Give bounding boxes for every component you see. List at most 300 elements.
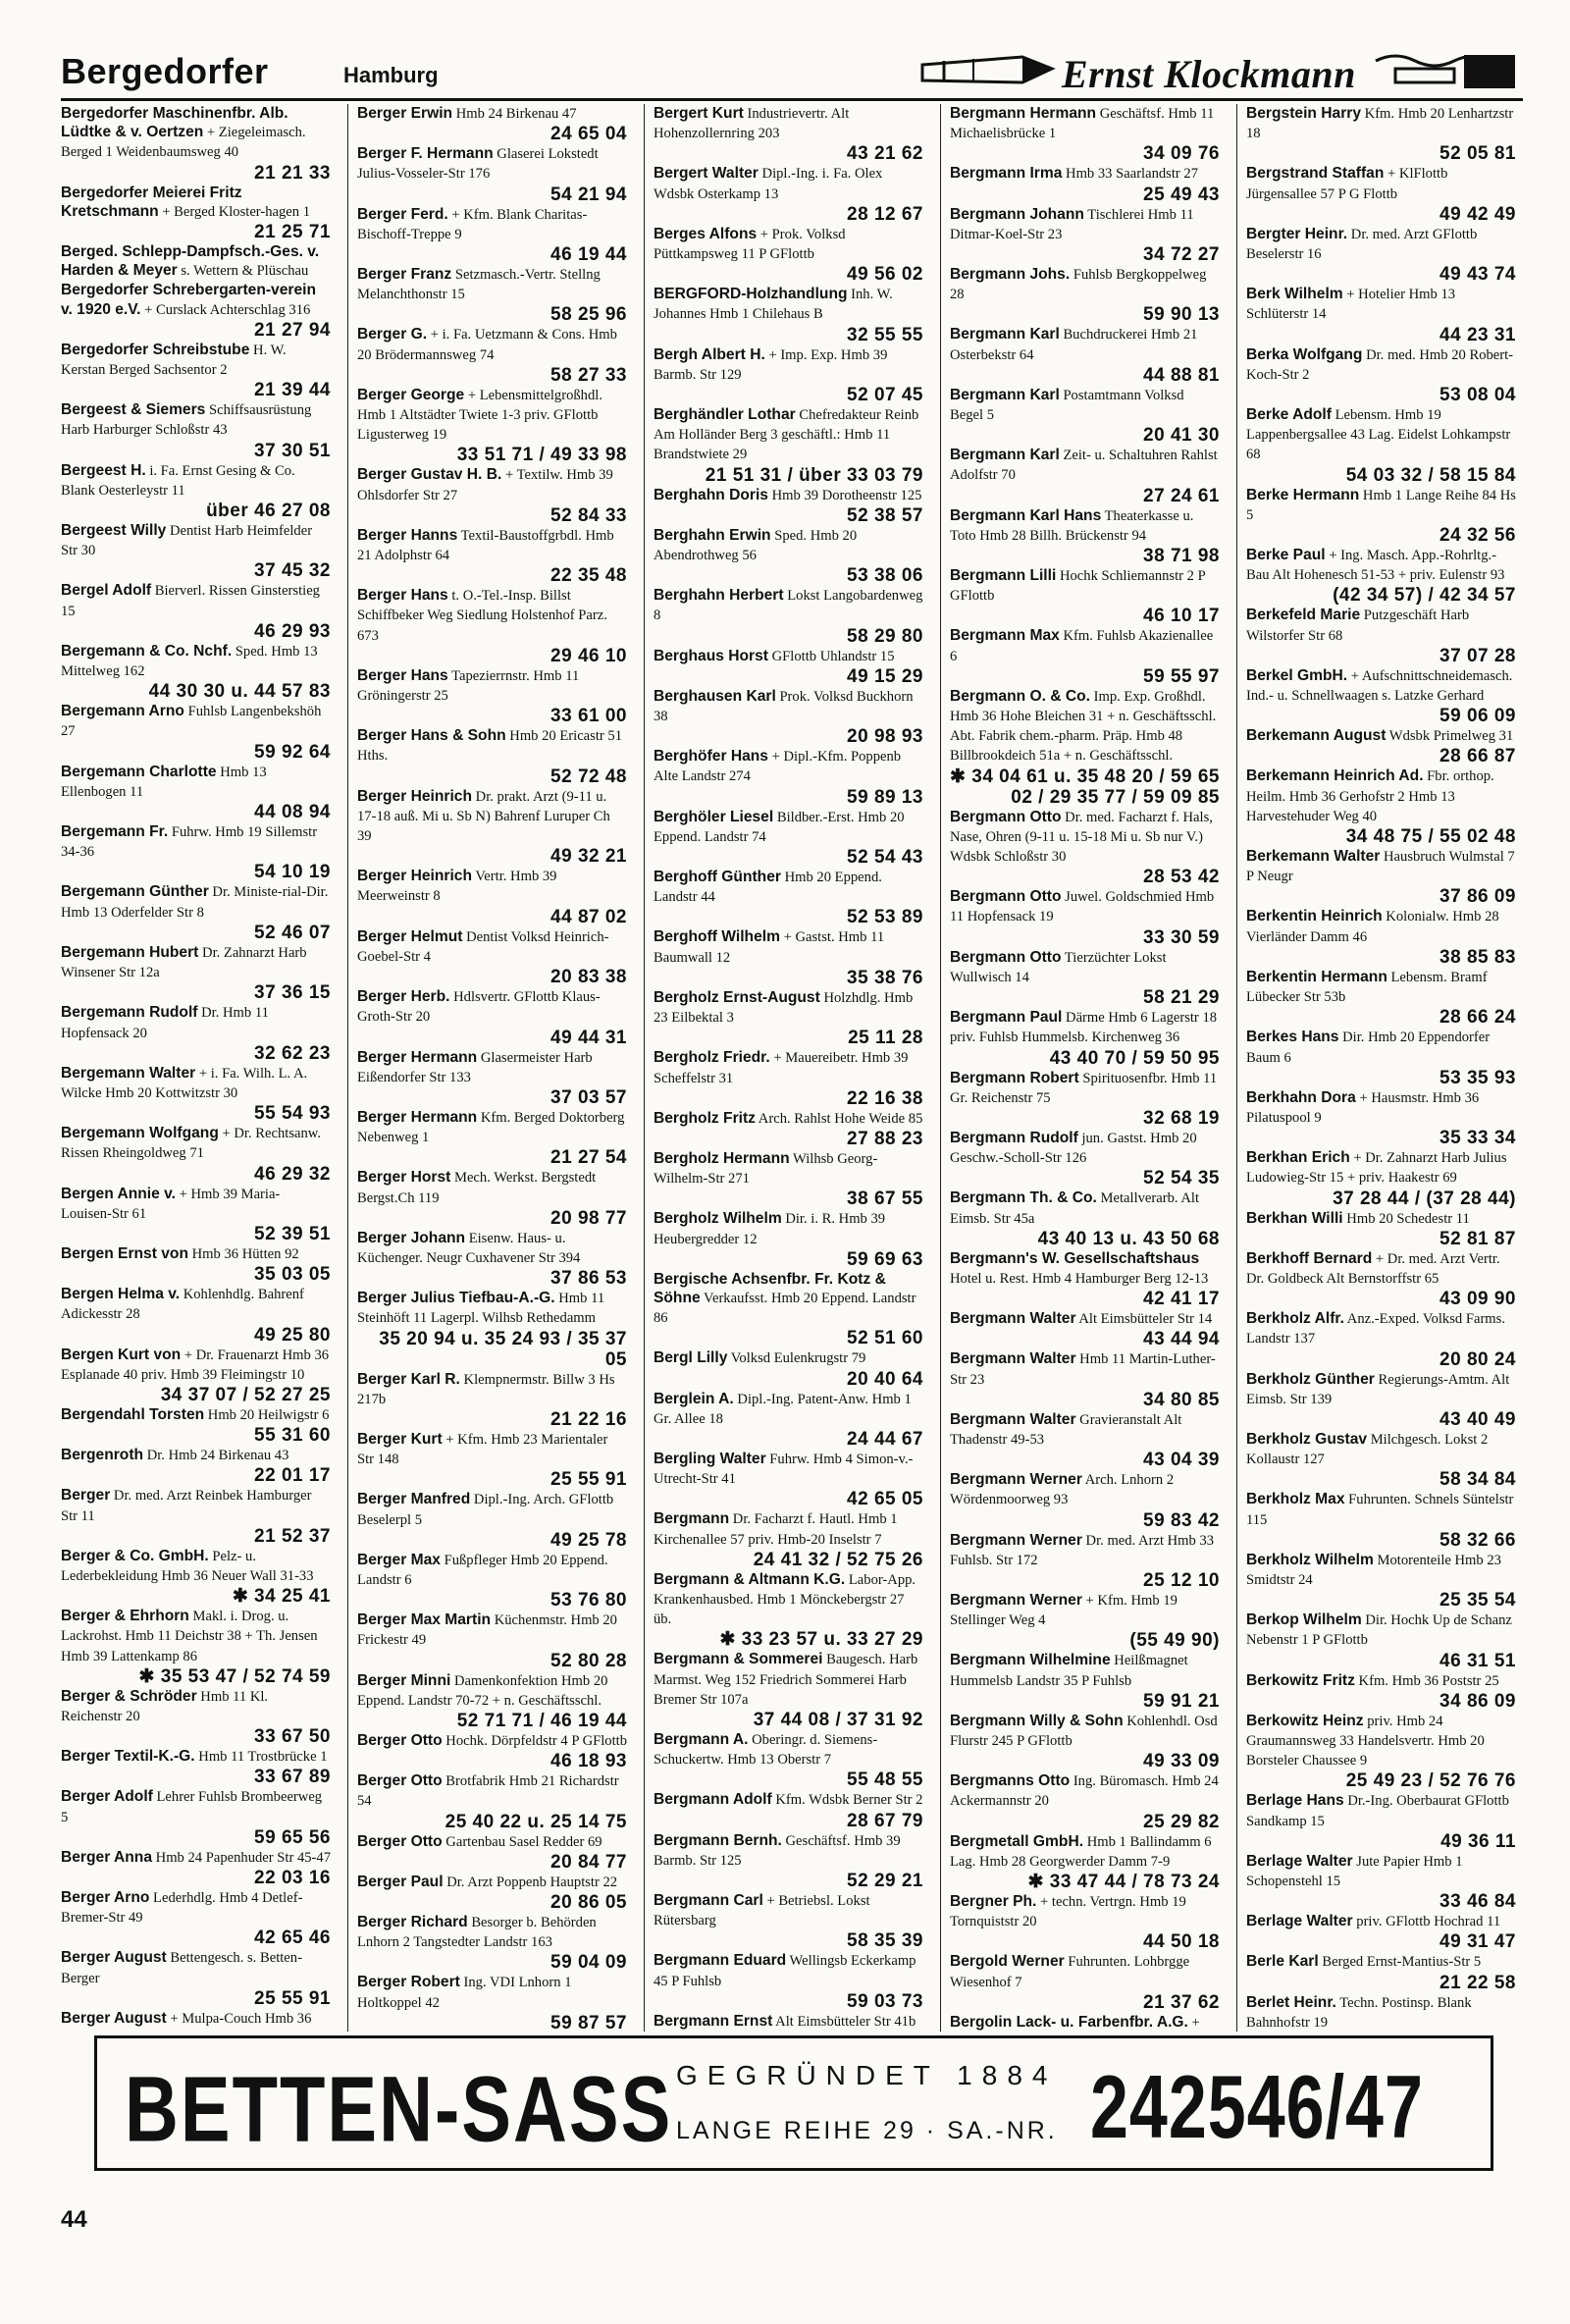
entry-detail: Alt Eimsbütteler Str 41b bbox=[772, 2013, 916, 2030]
entry-name: Berger Textil-K.-G. bbox=[61, 1748, 195, 1766]
entry-detail: Dr. med. Arzt Reinbek Hamburger Str 11 bbox=[61, 1488, 312, 1524]
directory-entry bbox=[1246, 1712, 1516, 1792]
entry-name: Bergstein Harry bbox=[1246, 105, 1361, 122]
entry-name: Berger Franz bbox=[357, 266, 452, 284]
entry-phone: (55 49 90) bbox=[1129, 1630, 1220, 1652]
directory-column-2 bbox=[357, 104, 627, 2032]
entry-phone: 59 69 63 bbox=[847, 1248, 923, 1270]
entry-phone: 21 51 31 / über 33 03 79 bbox=[705, 464, 923, 486]
directory-entry bbox=[61, 1285, 331, 1345]
city-label: Hamburg bbox=[343, 63, 439, 87]
entry-name: Berger Helmut bbox=[357, 927, 463, 945]
directory-entry bbox=[61, 1607, 331, 1687]
entry-name: Berkemann Heinrich Ad. bbox=[1246, 767, 1424, 785]
directory-entry bbox=[1246, 1952, 1516, 1992]
directory-entry bbox=[357, 1832, 627, 1873]
entry-detail: Chefredakteur Reinb Am Holländer Berg 3 geschäftl.: Hmb 11 Brandstwiete 29 bbox=[654, 407, 919, 463]
entry-detail: + Betriebsl. Lokst Rütersbarg bbox=[654, 1892, 870, 1929]
entry-phone: 28 67 79 bbox=[847, 1810, 923, 1831]
entry-phone: 52 39 51 bbox=[254, 1223, 331, 1244]
entry-phone: 46 10 17 bbox=[1143, 606, 1220, 627]
entry-detail: Tischlerei Hmb 11 Ditmar-Koel-Str 23 bbox=[950, 206, 1194, 242]
entry-name: Bergmann Lilli bbox=[950, 567, 1057, 585]
entry-detail: Fuhrunten. Lohbrgge Wiesenhof 7 bbox=[950, 1954, 1190, 1990]
directory-entry bbox=[1246, 666, 1516, 726]
entry-phone: 43 40 49 bbox=[1439, 1408, 1516, 1430]
entry-name: Bergendahl Torsten bbox=[61, 1405, 205, 1423]
entry-phone: 52 53 89 bbox=[847, 907, 923, 928]
entry-name: Bergemann Wolfgang bbox=[61, 1125, 219, 1142]
entry-phone: 42 41 17 bbox=[1143, 1289, 1220, 1310]
entry-detail: + Mauereibetr. Hmb 39 Scheffelstr 31 bbox=[654, 1050, 909, 1086]
directory-entry bbox=[357, 726, 627, 786]
entry-phone: 44 87 02 bbox=[550, 906, 627, 927]
entry-detail: + Dr. Frauenarzt Hmb 36 Esplanade 40 priv. Hmb 39 Fleimingstr 10 bbox=[61, 1347, 330, 1383]
entry-name: Berger Hermann bbox=[357, 1048, 478, 1066]
directory-entry bbox=[950, 265, 1220, 325]
entry-detail: Hmb 1 Ballindamm 6 Lag. Hmb 28 Georgwerder Damm 7-9 bbox=[950, 1833, 1212, 1870]
directory-entry bbox=[950, 887, 1220, 947]
entry-detail: Küchenmstr. Hmb 20 Frickestr 49 bbox=[357, 1612, 617, 1649]
entry-detail: Pelz- u. Lederbekleidung Hmb 36 Neuer Wall 31-33 bbox=[61, 1548, 314, 1584]
entry-phone: 53 35 93 bbox=[1439, 1067, 1516, 1088]
directory-column-4 bbox=[950, 104, 1220, 2032]
entry-phone: 52 51 60 bbox=[847, 1328, 923, 1349]
entry-detail: Fuhrunten. Schnels Süntelstr 115 bbox=[1246, 1492, 1514, 1528]
directory-entry bbox=[357, 1611, 627, 1670]
entry-name: Bergner Ph. bbox=[950, 1892, 1037, 1910]
entry-name: Berghöler Liesel bbox=[654, 808, 774, 825]
entry-phone: 38 85 83 bbox=[1439, 946, 1516, 968]
directory-entry bbox=[654, 345, 923, 405]
directory-entry bbox=[654, 1149, 923, 1209]
entry-detail: Kfm. Hmb 36 Poststr 25 bbox=[1354, 1672, 1499, 1689]
directory-entry bbox=[61, 281, 331, 340]
entry-phone: 25 12 10 bbox=[1143, 1569, 1220, 1591]
entry-detail: Hmb 20 Schedestr 11 bbox=[1342, 1210, 1470, 1227]
directory-entry bbox=[61, 104, 331, 184]
directory-entry bbox=[61, 943, 331, 1003]
entry-phone: 35 33 34 bbox=[1439, 1128, 1516, 1149]
entry-detail: Besorger b. Behörden Lnhorn 2 Tangstedter Landstr 163 bbox=[357, 1914, 597, 1951]
directory-entry bbox=[950, 1712, 1220, 1771]
directory-entry bbox=[1246, 546, 1516, 606]
entry-phone: 27 24 61 bbox=[1143, 485, 1220, 506]
entry-detail: + Textilw. Hmb 39 Ohlsdorfer Str 27 bbox=[357, 467, 613, 503]
entry-phone: ✱ 34 25 41 bbox=[232, 1586, 331, 1608]
entry-name: Bergmann Paul bbox=[950, 1009, 1063, 1027]
entry-name: Bergmann Karl bbox=[950, 326, 1060, 343]
entry-detail: Anz.-Exped. Volksd Farms. Landstr 137 bbox=[1246, 1311, 1505, 1347]
directory-entry bbox=[654, 1270, 923, 1349]
entry-phone: 33 61 00 bbox=[550, 706, 627, 727]
entry-phone: 33 67 50 bbox=[254, 1726, 331, 1748]
entry-name: Bergmann Ernst bbox=[654, 2012, 773, 2030]
entry-detail: Sped. Hmb 13 Mittelweg 162 bbox=[61, 643, 318, 680]
entry-phone: 49 31 47 bbox=[1439, 1931, 1516, 1953]
entry-phone: 25 11 28 bbox=[848, 1028, 923, 1049]
entry-name: Berger Manfred bbox=[357, 1491, 471, 1508]
directory-entry bbox=[1246, 1370, 1516, 1430]
entry-phone: 37 36 15 bbox=[254, 982, 331, 1004]
entry-phone: 38 67 55 bbox=[847, 1188, 923, 1210]
entry-detail: Spirituosenfbr. Hmb 11 Gr. Reichenstr 75 bbox=[950, 1070, 1218, 1106]
entry-phone: 54 03 32 / 58 15 84 bbox=[1345, 464, 1516, 486]
entry-name: Bergmann Otto bbox=[950, 948, 1062, 966]
entry-name: Bergen Helma v. bbox=[61, 1286, 181, 1303]
entry-name: Berger Adolf bbox=[61, 1788, 153, 1806]
entry-name: Berkop Wilhelm bbox=[1246, 1611, 1362, 1629]
entry-name: Berger August bbox=[61, 2009, 167, 2027]
entry-name: Berger Hans bbox=[357, 666, 448, 684]
directory-entry bbox=[1246, 285, 1516, 344]
entry-detail: Techn. Postinsp. Blank Bahnhofstr 19 bbox=[1246, 1994, 1472, 2031]
entry-detail: Ing. VDI Lnhorn 1 Holtkoppel 42 bbox=[357, 1975, 572, 2011]
entry-phone: 37 30 51 bbox=[254, 440, 331, 461]
entry-detail: Arch. Rahlst Hohe Weide 85 bbox=[755, 1110, 923, 1127]
directory-entry bbox=[950, 104, 1220, 164]
entry-phone: 21 37 62 bbox=[1143, 1991, 1220, 2013]
directory-entry bbox=[61, 2009, 331, 2032]
entry-detail: Geschäftsf. Hmb 11 Michaelisbrücke 1 bbox=[950, 106, 1215, 142]
entry-detail: Fuhlsb Langenbekshöh 27 bbox=[61, 704, 322, 740]
entry-phone: 54 10 19 bbox=[254, 862, 331, 883]
entry-detail: Dentist Harb Heimfelder Str 30 bbox=[61, 523, 313, 559]
entry-phone: 21 39 44 bbox=[254, 380, 331, 401]
entry-detail: + Dr. med. Arzt Vertr. Dr. Goldbeck Alt Bernstorffstr 65 bbox=[1246, 1250, 1500, 1287]
directory-entry bbox=[654, 104, 923, 164]
entry-phone: 59 55 97 bbox=[1143, 665, 1220, 687]
entry-name: Berger Gustav H. B. bbox=[357, 466, 502, 484]
directory-entry bbox=[950, 325, 1220, 385]
directory-entry bbox=[654, 164, 923, 224]
entry-name: Berkowitz Fritz bbox=[1246, 1671, 1355, 1689]
entry-name: Bergeest H. bbox=[61, 461, 146, 479]
directory-entry bbox=[61, 882, 331, 942]
entry-detail: Lebensm. Hmb 19 Lappenbergsallee 43 Lag. Eidelst Lohkampstr 68 bbox=[1246, 407, 1511, 463]
entry-detail: Dr. Zahnarzt Harb Winsener Str 12a bbox=[61, 944, 307, 981]
entry-detail: Labor-App. Krankenhausbed. Hmb 1 Mönckebergstr 27 üb. bbox=[654, 1571, 916, 1628]
entry-detail: Juwel. Goldschmied Hmb 11 Hopfensack 19 bbox=[950, 889, 1215, 925]
entry-name: Bergemann Walter bbox=[61, 1064, 196, 1082]
entry-detail: Verkaufsst. Hmb 20 Eppend. Landstr 86 bbox=[654, 1290, 916, 1327]
entry-detail: Volksd Eulenkrugstr 79 bbox=[727, 1350, 866, 1367]
entry-name: Berkhoff Bernard bbox=[1246, 1249, 1373, 1267]
entry-detail: Gartenbau Sasel Redder 69 bbox=[442, 1833, 602, 1850]
header-rule bbox=[61, 98, 1523, 101]
directory-entry bbox=[654, 405, 923, 486]
directory-entry bbox=[357, 1873, 627, 1913]
entry-name: Bergmann's W. Gesellschaftshaus bbox=[950, 1249, 1200, 1267]
entry-name: Bergmann Karl Hans bbox=[950, 506, 1102, 524]
entry-name: Berke Paul bbox=[1246, 547, 1326, 564]
entry-phone: 49 44 31 bbox=[550, 1027, 627, 1048]
entry-detail: + Hmb 39 Maria-Louisen-Str 61 bbox=[61, 1186, 281, 1222]
directory-entry bbox=[357, 1913, 627, 1973]
entry-detail: + techn. Vertrgn. Hmb 19 Tornquiststr 20 bbox=[950, 1893, 1186, 1930]
entry-name: Bergemann Hubert bbox=[61, 943, 199, 961]
directory-entry bbox=[654, 1650, 923, 1730]
directory-entry bbox=[950, 808, 1220, 888]
entry-name: Berghoff Wilhelm bbox=[654, 928, 780, 946]
directory-entry bbox=[61, 1888, 331, 1948]
entry-detail: Hmb 11 Martin-Luther-Str 23 bbox=[950, 1351, 1216, 1388]
entry-phone: 24 41 32 / 52 75 26 bbox=[753, 1549, 923, 1570]
directory-entry bbox=[357, 526, 627, 586]
entry-detail: Prok. Volksd Buckhorn 38 bbox=[654, 688, 914, 725]
directory-entry bbox=[950, 1069, 1220, 1129]
entry-detail: Baugesch. Harb Marmst. Weg 152 Friedrich Sommerei Harb Bremer Str 107a bbox=[654, 1652, 918, 1708]
directory-entry bbox=[61, 642, 331, 702]
entry-detail: Hmb 20 Heilwigstr 6 bbox=[204, 1406, 330, 1423]
entry-detail: priv. Hmb 24 Graumannsweg 33 Handelsvertr. Hmb 20 Borsteler Chaussee 9 bbox=[1246, 1713, 1485, 1769]
entry-phone: 25 40 22 u. 25 14 75 bbox=[445, 1811, 627, 1832]
directory-entry bbox=[61, 461, 331, 521]
entry-phone: 25 49 43 bbox=[1143, 184, 1220, 205]
entry-detail: + i. Fa. Wilh. L. A. Wilcke Hmb 20 Kottwitzstr 30 bbox=[61, 1065, 308, 1101]
entry-detail: Dr.-Ing. Oberbaurat GFlottb Sandkamp 15 bbox=[1246, 1793, 1509, 1829]
directory-entry bbox=[357, 1108, 627, 1168]
directory-entry bbox=[654, 2012, 923, 2032]
entry-name: Bergemann Arno bbox=[61, 703, 184, 720]
entry-detail: Tierzüchter Lokst Wullwisch 14 bbox=[950, 949, 1167, 985]
entry-detail: Dr. Ministe-rial-Dir. Hmb 13 Oderfelder Str 8 bbox=[61, 884, 329, 921]
directory-entry bbox=[654, 486, 923, 526]
directory-entry bbox=[61, 521, 331, 581]
entry-phone: 35 20 94 u. 35 24 93 / 35 37 05 bbox=[379, 1328, 627, 1370]
directory-entry bbox=[950, 1892, 1220, 1952]
entry-name: Bergmann Werner bbox=[950, 1531, 1082, 1549]
entry-phone: 46 29 93 bbox=[254, 620, 331, 642]
directory-entry bbox=[1246, 104, 1516, 164]
entry-name: Berkholz Günther bbox=[1246, 1370, 1375, 1388]
entry-detail: Hmb 24 Birkenau 47 bbox=[452, 106, 577, 122]
directory-entry bbox=[61, 1124, 331, 1184]
directory-entry bbox=[1246, 1611, 1516, 1670]
directory-column-1 bbox=[61, 104, 331, 2032]
entry-name: Berkholz Gustav bbox=[1246, 1430, 1368, 1448]
entry-detail: + Ziegeleimasch. Berged 1 Weidenbaumsweg 40 bbox=[61, 125, 306, 161]
directory-entry bbox=[654, 1509, 923, 1569]
entry-name: Berkes Hans bbox=[1246, 1029, 1339, 1046]
entry-phone: 59 89 13 bbox=[847, 786, 923, 808]
entry-detail: Därme Hmb 6 Lagerstr 18 priv. Fuhlsb Hummelsb. Kirchenweg 36 bbox=[950, 1010, 1218, 1046]
entry-phone: ✱ 35 53 47 / 52 74 59 bbox=[138, 1665, 331, 1687]
entry-name: Berger Paul bbox=[357, 1873, 444, 1890]
entry-name: Berger bbox=[61, 1487, 111, 1505]
entry-name: Berkholz Wilhelm bbox=[1246, 1551, 1374, 1568]
entry-detail: jun. Gastst. Hmb 20 Geschw.-Scholl-Str 126 bbox=[950, 1130, 1197, 1167]
entry-name: Bergmann & Sommerei bbox=[654, 1651, 823, 1668]
directory-entry bbox=[357, 465, 627, 525]
entry-detail: Hmb 20 Eppend. Landstr 44 bbox=[654, 870, 882, 906]
entry-phone: 55 48 55 bbox=[847, 1769, 923, 1791]
entry-phone: 46 31 51 bbox=[1439, 1650, 1516, 1671]
entry-name: Berger Minni bbox=[357, 1671, 451, 1689]
entry-detail: Dir. Hochk Up de Schanz Nebenstr 1 P GFlottb bbox=[1246, 1612, 1512, 1649]
entry-name: Berke Adolf bbox=[1246, 406, 1332, 424]
entry-phone: 20 98 93 bbox=[847, 726, 923, 748]
entry-detail: Buchdruckerei Hmb 21 Osterbekstr 64 bbox=[950, 327, 1198, 363]
entry-phone: 58 21 29 bbox=[1143, 987, 1220, 1009]
directory-entry bbox=[357, 1731, 627, 1771]
entry-detail: Postamtmann Volksd Begel 5 bbox=[950, 387, 1184, 424]
entry-name: Bergmann Willy & Sohn bbox=[950, 1712, 1124, 1729]
entry-detail: Dentist Volksd Heinrich-Goebel-Str 4 bbox=[357, 928, 609, 965]
entry-name: Bergemann Günther bbox=[61, 883, 209, 901]
directory-entry bbox=[61, 1003, 331, 1063]
directory-entry bbox=[950, 386, 1220, 446]
entry-detail: Bierverl. Rissen Ginsterstieg 15 bbox=[61, 583, 320, 619]
entry-name: Bergmann Otto bbox=[950, 888, 1062, 906]
directory-entry bbox=[61, 1747, 331, 1787]
directory-entry bbox=[357, 1229, 627, 1289]
entry-name: Berger Hans & Sohn bbox=[357, 727, 506, 745]
entry-phone: 24 32 56 bbox=[1439, 525, 1516, 547]
entry-name: Berges Alfons bbox=[654, 225, 758, 242]
entry-phone: 25 35 54 bbox=[1439, 1590, 1516, 1611]
entry-detail: Motorenteile Hmb 23 Smidtstr 24 bbox=[1246, 1552, 1501, 1588]
entry-detail: Hmb 11 Steinhöft 11 Lagerpl. Wilhsb Rethedamm bbox=[357, 1291, 605, 1327]
entry-name: Bergmann bbox=[654, 1510, 730, 1528]
column-divider bbox=[940, 104, 941, 2032]
directory-entry bbox=[1246, 1249, 1516, 1309]
entry-phone: 58 34 84 bbox=[1439, 1469, 1516, 1491]
directory-entry bbox=[357, 1289, 627, 1369]
entry-phone: 33 51 71 / 49 33 98 bbox=[456, 445, 627, 466]
entry-name: Berghausen Karl bbox=[654, 687, 776, 705]
entry-name: Berger Otto bbox=[357, 1772, 443, 1790]
entry-phone: 53 08 04 bbox=[1439, 385, 1516, 406]
entry-detail: Dr. med. Hmb 20 Robert-Koch-Str 2 bbox=[1246, 346, 1514, 383]
directory-entry bbox=[357, 325, 627, 385]
entry-name: Berlage Walter bbox=[1246, 1852, 1353, 1870]
directory-entry bbox=[61, 1948, 331, 2008]
entry-name: Bergmann Th. & Co. bbox=[950, 1189, 1097, 1207]
entry-detail: Klempnermstr. Billw 3 Hs 217b bbox=[357, 1371, 615, 1407]
directory-entry bbox=[654, 1048, 923, 1108]
entry-name: Bergmanns Otto bbox=[950, 1772, 1071, 1790]
entry-phone: 37 45 32 bbox=[254, 560, 331, 582]
entry-name: Bergstrand Staffan bbox=[1246, 165, 1385, 183]
directory-entry bbox=[357, 205, 627, 265]
entry-name: Bergmann Rudolf bbox=[950, 1129, 1078, 1146]
entry-phone: 52 81 87 bbox=[1439, 1228, 1516, 1249]
entry-detail: Eisenw. Haus- u. Küchenger. Neugr Cuxhavener Str 394 bbox=[357, 1230, 581, 1266]
entry-name: BERGFORD-Holzhandlung bbox=[654, 286, 848, 303]
entry-name: Bergmetall GmbH. bbox=[950, 1832, 1084, 1850]
directory-entry bbox=[1246, 345, 1516, 405]
entry-phone: 59 91 21 bbox=[1143, 1690, 1220, 1712]
directory-entry bbox=[654, 1951, 923, 2011]
entry-detail: + Hotelier Hmb 13 Schlüterstr 14 bbox=[1246, 287, 1456, 323]
entry-phone: 21 25 71 bbox=[254, 222, 331, 243]
entry-phone: 33 67 89 bbox=[254, 1767, 331, 1788]
directory-entry bbox=[950, 1309, 1220, 1349]
directory-entry bbox=[357, 1370, 627, 1430]
entry-detail: Kolonialw. Hmb 28 Vierländer Damm 46 bbox=[1246, 909, 1499, 945]
entry-phone: 44 08 94 bbox=[254, 802, 331, 823]
entry-name: Berkhahn Dora bbox=[1246, 1088, 1356, 1106]
ad-founded: GEGRÜNDET 1884 bbox=[676, 2060, 1058, 2090]
entry-detail: Sped. Hmb 20 Abendrothweg 56 bbox=[654, 527, 858, 564]
entry-phone: 59 65 56 bbox=[254, 1826, 331, 1848]
entry-detail: Kfm. Wdsbk Berner Str 2 bbox=[771, 1792, 923, 1809]
directory-entry bbox=[61, 1486, 331, 1546]
entry-detail: Wellingsb Eckerkamp 45 P Fuhlsb bbox=[654, 1953, 916, 1989]
entry-name: Berka Wolfgang bbox=[1246, 345, 1363, 363]
directory-entry bbox=[61, 1064, 331, 1124]
directory-entry bbox=[1246, 1490, 1516, 1550]
entry-phone: 54 21 94 bbox=[550, 184, 627, 205]
entry-name: Bergold Werner bbox=[950, 1953, 1065, 1971]
entry-phone: 44 30 30 u. 44 57 83 bbox=[148, 681, 331, 703]
entry-name: Berger & Ehrhorn bbox=[61, 1608, 189, 1625]
entry-phone: 28 66 24 bbox=[1439, 1007, 1516, 1029]
entry-phone: 25 55 91 bbox=[550, 1469, 627, 1491]
entry-name: Berghändler Lothar bbox=[654, 406, 796, 424]
entry-phone: 59 03 73 bbox=[847, 1990, 923, 2012]
entry-name: Berger Ferd. bbox=[357, 205, 448, 223]
entry-name: Berkel GmbH. bbox=[1246, 666, 1348, 684]
entry-phone: 46 29 32 bbox=[254, 1163, 331, 1185]
entry-detail: Dr. med. Arzt Hmb 33 Fuhlsb. Str 172 bbox=[950, 1532, 1215, 1568]
entry-detail: Schiffsausrüstung Harb Harburger Schloßstr 43 bbox=[61, 402, 312, 439]
directory-entry bbox=[950, 948, 1220, 1008]
directory-entry bbox=[61, 400, 331, 460]
entry-detail: Kohlenhdlg. Bahrenf Adickesstr 28 bbox=[61, 1287, 304, 1323]
entry-name: Berkentin Heinrich bbox=[1246, 908, 1383, 925]
entry-detail: Bettengesch. s. Betten-Berger bbox=[61, 1950, 302, 1986]
entry-phone: 22 01 17 bbox=[254, 1465, 331, 1487]
entry-phone: 24 65 04 bbox=[550, 124, 627, 145]
entry-phone: 28 12 67 bbox=[847, 203, 923, 225]
entry-name: Bergmann Robert bbox=[950, 1069, 1079, 1086]
entry-name: Bergmann Bernh. bbox=[654, 1831, 782, 1849]
entry-detail: Hmb 33 Saarlandstr 27 bbox=[1062, 166, 1199, 183]
entry-name: Bergische Achsenfbr. Fr. Kotz & Söhne bbox=[654, 1270, 886, 1306]
directory-entry bbox=[61, 242, 331, 281]
entry-phone: 59 83 42 bbox=[1143, 1509, 1220, 1531]
entry-name: Berger Horst bbox=[357, 1169, 451, 1187]
entry-phone: 35 03 05 bbox=[254, 1264, 331, 1286]
entry-phone: 29 46 10 bbox=[550, 645, 627, 666]
entry-phone: 52 54 35 bbox=[1143, 1168, 1220, 1189]
entry-detail: Hausbruch Wulmstal 7 P Neugr bbox=[1246, 849, 1515, 885]
entry-phone: 46 19 44 bbox=[550, 244, 627, 266]
entry-phone: 49 32 21 bbox=[550, 846, 627, 868]
directory-entry bbox=[654, 526, 923, 586]
entry-detail: Brotfabrik Hmb 21 Richardstr 54 bbox=[357, 1773, 619, 1810]
entry-name: Bergeest & Siemers bbox=[61, 401, 206, 419]
directory-entry bbox=[950, 1249, 1220, 1309]
entry-phone: 20 40 64 bbox=[847, 1368, 923, 1390]
directory-entry bbox=[357, 1551, 627, 1611]
entry-detail: priv. GFlottb Hochrad 11 bbox=[1352, 1914, 1501, 1930]
entry-detail: Fußpfleger Hmb 20 Eppend. Landstr 6 bbox=[357, 1552, 608, 1588]
entry-detail: Hmb 36 Hütten 92 bbox=[187, 1245, 299, 1262]
entry-phone: 28 53 42 bbox=[1143, 867, 1220, 888]
entry-phone: 59 06 09 bbox=[1439, 706, 1516, 727]
entry-detail: + Hausmstr. Hmb 36 Pilatuspool 9 bbox=[1246, 1089, 1480, 1126]
entry-phone: 52 84 33 bbox=[550, 504, 627, 526]
directory-entry bbox=[950, 1008, 1220, 1068]
entry-detail: Dr. med. Facharzt f. Hals, Nase, Ohren (9-11 u. 15-18 Mi u. Sb nur V.) Wdsbk Schloßstr 30 bbox=[950, 809, 1213, 866]
entry-detail: Ing. Büromasch. Hmb 24 Ackermannstr 20 bbox=[950, 1773, 1219, 1810]
directory-entry bbox=[357, 1430, 627, 1490]
directory-entry bbox=[61, 1848, 331, 1888]
entry-name: Bergmann Carl bbox=[654, 1891, 763, 1909]
